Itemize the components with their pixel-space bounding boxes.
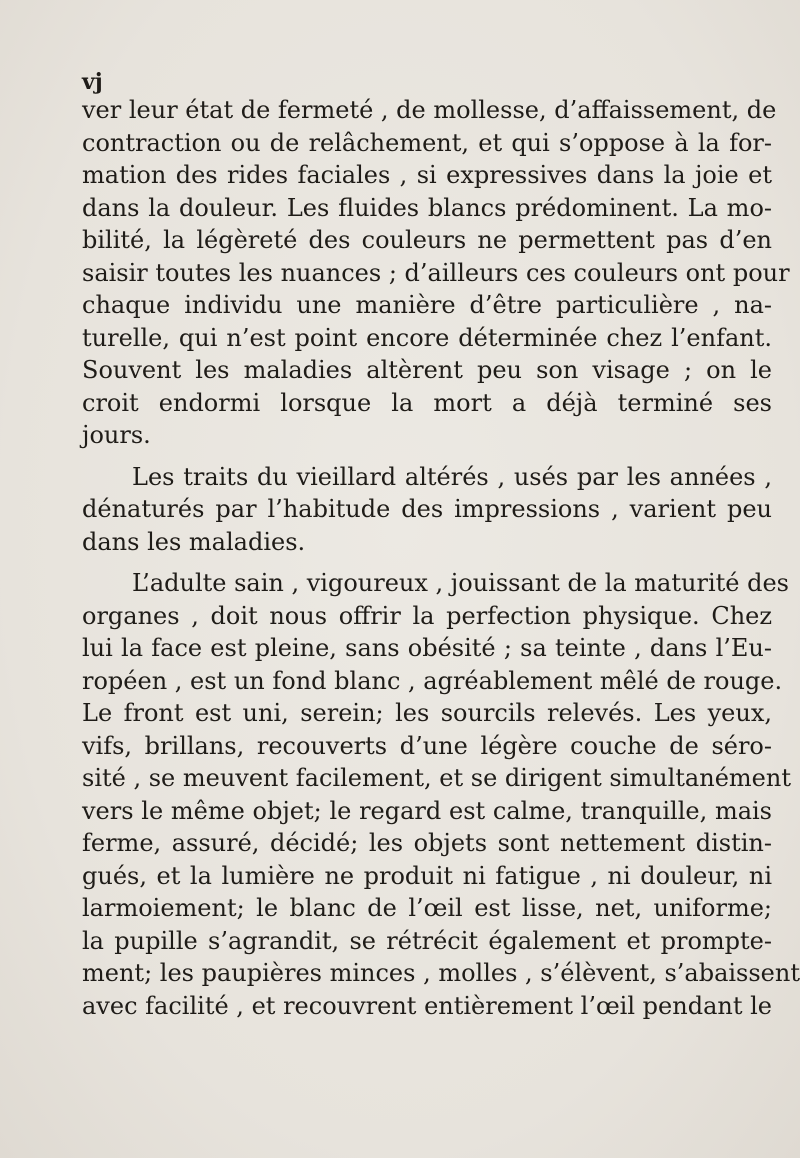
text-line: L’adulte sain , vigoureux , jouissant de la maturité des — [132, 569, 789, 597]
text-line: ment; les paupières minces , molles , s’élèvent, s’abaissent — [82, 959, 800, 987]
text-line: saisir toutes les nuances ; d’ailleurs ces couleurs ont pour — [82, 258, 790, 287]
text-line: mation des rides faciales , si expressives dans la joie et — [82, 161, 772, 189]
paragraph-infant — [82, 94, 790, 452]
page-number: vj — [82, 69, 103, 95]
text-line: dénaturés par l’habitude des impressions , varient peu — [82, 495, 772, 523]
text-line: organes , doit nous offrir la perfection physique. Chez — [82, 601, 772, 630]
text-line: chaque individu une manière d’être particulière , na- — [82, 291, 772, 319]
text-line: ropéen , est un fond blanc , agréablement mêlé de rouge. — [82, 666, 783, 695]
text-line: dans les maladies. — [82, 527, 306, 556]
text-line: sité , se meuvent facilement, et se dirigent simultanément — [82, 764, 791, 792]
paragraph-old-man — [82, 461, 772, 559]
text-line: Le front est uni, serein; les sourcils relevés. Les yeux, — [82, 699, 772, 727]
text-line: vers le même objet; le regard est calme, tranquille, mais — [82, 796, 772, 825]
paragraph-adult — [82, 567, 800, 1022]
text-line: dans la douleur. Les fluides blancs prédominent. La mo- — [82, 193, 772, 222]
text-line: Souvent les maladies altèrent peu son visage ; on le — [82, 356, 772, 384]
text-line: avec facilité , et recouvrent entièrement l’œil pendant le — [82, 991, 772, 1020]
text-line: ver leur état de fermeté , de mollesse, d’affaissement, de — [82, 96, 777, 124]
text-line: gués, et la lumière ne produit ni fatigue , ni douleur, ni — [82, 861, 772, 890]
text-line: croit endormi lorsque la mort a déjà terminé ses — [82, 388, 772, 417]
text-line: la pupille s’agrandit, se rétrécit également et prompte- — [82, 926, 772, 955]
text-line: jours. — [82, 421, 151, 449]
text-line: ferme, assuré, décidé; les objets sont nettement distin- — [82, 829, 772, 857]
text-line: lui la face est pleine, sans obésité ; sa teinte , dans l’Eu- — [82, 634, 772, 662]
text-line: bilité, la légèreté des couleurs ne permettent pas d’en — [82, 226, 772, 254]
text-line: turelle, qui n’est point encore déterminée chez l’enfant. — [82, 323, 772, 352]
text-line: Les traits du vieillard altérés , usés par les années , — [132, 462, 772, 491]
text-line: vifs, brillans, recouverts d’une légère couche de séro- — [82, 731, 772, 760]
text-line: contraction ou de relâchement, et qui s’oppose à la for- — [82, 128, 772, 157]
body-text — [82, 94, 800, 1022]
text-line: larmoiement; le blanc de l’œil est lisse, net, uniforme; — [82, 894, 772, 922]
